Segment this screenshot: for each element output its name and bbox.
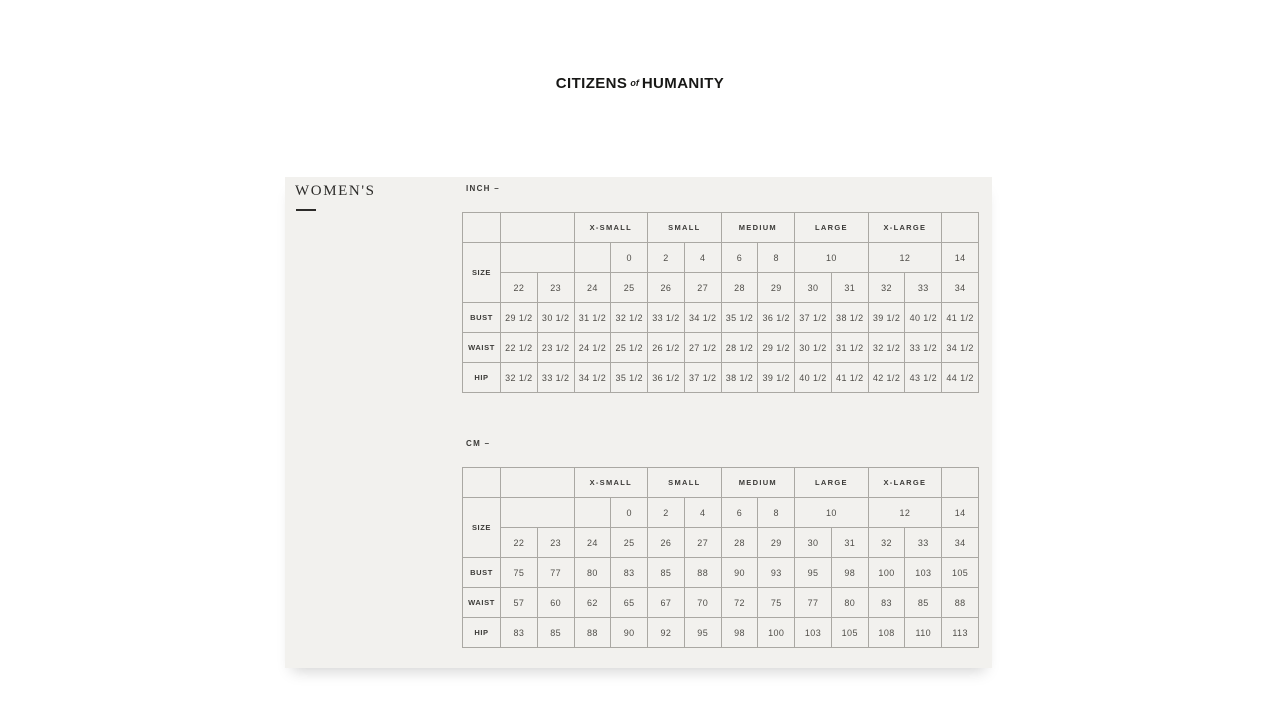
denim-size-cell: 31 xyxy=(831,528,868,558)
size-label-cell: SIZE xyxy=(463,243,501,303)
measurement-value-cell: 75 xyxy=(501,558,538,588)
measurement-value-cell: 83 xyxy=(501,618,538,648)
womens-heading-underline xyxy=(296,209,316,211)
logo-of-text: of xyxy=(630,78,639,88)
numeric-size-cell: 8 xyxy=(758,243,795,273)
size-group-cell: SMALL xyxy=(648,468,722,498)
numeric-size-cell: 0 xyxy=(611,243,648,273)
measurement-value-cell: 31 1/2 xyxy=(574,303,611,333)
empty-cell xyxy=(574,243,611,273)
measurement-value-cell: 32 1/2 xyxy=(611,303,648,333)
inch-section-label: INCH – xyxy=(466,184,501,193)
cm-size-table xyxy=(462,467,979,648)
denim-size-cell: 33 xyxy=(905,528,942,558)
denim-size-cell: 28 xyxy=(721,273,758,303)
measurement-value-cell: 72 xyxy=(721,588,758,618)
measurement-value-cell: 100 xyxy=(758,618,795,648)
size-group-cell: X-LARGE xyxy=(868,468,942,498)
denim-size-cell: 31 xyxy=(831,273,868,303)
denim-size-cell: 27 xyxy=(684,273,721,303)
measurement-value-cell: 40 1/2 xyxy=(905,303,942,333)
measurement-label-cell: HIP xyxy=(463,618,501,648)
denim-size-cell: 30 xyxy=(795,528,832,558)
measurement-value-cell: 80 xyxy=(574,558,611,588)
measurement-value-cell: 105 xyxy=(831,618,868,648)
measurement-label-cell: WAIST xyxy=(463,333,501,363)
numeric-size-cell: 6 xyxy=(721,243,758,273)
measurement-value-cell: 22 1/2 xyxy=(501,333,538,363)
size-group-cell: LARGE xyxy=(795,213,869,243)
cm-section-label: CM – xyxy=(466,439,491,448)
measurement-value-cell: 32 1/2 xyxy=(868,333,905,363)
measurement-value-cell: 75 xyxy=(758,588,795,618)
measurement-value-cell: 88 xyxy=(574,618,611,648)
empty-cell xyxy=(501,468,575,498)
measurement-value-cell: 113 xyxy=(942,618,979,648)
size-group-cell: X-SMALL xyxy=(574,468,648,498)
measurement-value-cell: 85 xyxy=(537,618,574,648)
denim-size-cell: 30 xyxy=(795,273,832,303)
measurement-value-cell: 33 1/2 xyxy=(537,363,574,393)
measurement-label-cell: HIP xyxy=(463,363,501,393)
logo-humanity-text: HUMANITY xyxy=(641,75,725,92)
measurement-value-cell: 100 xyxy=(868,558,905,588)
measurement-value-cell: 88 xyxy=(942,588,979,618)
empty-cell xyxy=(501,243,575,273)
measurement-value-cell: 34 1/2 xyxy=(574,363,611,393)
measurement-value-cell: 77 xyxy=(537,558,574,588)
measurement-label-cell: BUST xyxy=(463,558,501,588)
measurement-value-cell: 27 1/2 xyxy=(684,333,721,363)
measurement-value-cell: 24 1/2 xyxy=(574,333,611,363)
denim-size-cell: 24 xyxy=(574,273,611,303)
measurement-value-cell: 36 1/2 xyxy=(648,363,685,393)
numeric-size-cell: 4 xyxy=(684,498,721,528)
measurement-value-cell: 98 xyxy=(831,558,868,588)
measurement-value-cell: 34 1/2 xyxy=(942,333,979,363)
measurement-value-cell: 77 xyxy=(795,588,832,618)
measurement-value-cell: 28 1/2 xyxy=(721,333,758,363)
size-tables-column xyxy=(462,182,979,648)
measurement-value-cell: 35 1/2 xyxy=(611,363,648,393)
measurement-value-cell: 33 1/2 xyxy=(905,333,942,363)
corner-cell xyxy=(463,468,501,498)
measurement-value-cell: 65 xyxy=(611,588,648,618)
size-group-cell: X-LARGE xyxy=(868,213,942,243)
measurement-value-cell: 30 1/2 xyxy=(795,333,832,363)
size-group-cell: SMALL xyxy=(648,213,722,243)
measurement-value-cell: 83 xyxy=(868,588,905,618)
measurement-value-cell: 37 1/2 xyxy=(795,303,832,333)
empty-cell xyxy=(501,498,575,528)
measurement-value-cell: 60 xyxy=(537,588,574,618)
measurement-value-cell: 85 xyxy=(905,588,942,618)
measurement-value-cell: 25 1/2 xyxy=(611,333,648,363)
numeric-size-cell: 12 xyxy=(868,243,942,273)
measurement-value-cell: 95 xyxy=(795,558,832,588)
measurement-value-cell: 44 1/2 xyxy=(942,363,979,393)
denim-size-cell: 34 xyxy=(942,528,979,558)
measurement-value-cell: 103 xyxy=(795,618,832,648)
denim-size-cell: 22 xyxy=(501,273,538,303)
measurement-value-cell: 110 xyxy=(905,618,942,648)
logo-citizens-text: CITIZENS xyxy=(555,75,628,92)
measurement-value-cell: 39 1/2 xyxy=(868,303,905,333)
numeric-size-cell: 10 xyxy=(795,498,869,528)
numeric-size-cell: 14 xyxy=(942,243,979,273)
measurement-value-cell: 30 1/2 xyxy=(537,303,574,333)
denim-size-cell: 26 xyxy=(648,528,685,558)
denim-size-cell: 22 xyxy=(501,528,538,558)
measurement-value-cell: 98 xyxy=(721,618,758,648)
numeric-size-cell: 4 xyxy=(684,243,721,273)
size-group-cell: X-SMALL xyxy=(574,213,648,243)
measurement-value-cell: 40 1/2 xyxy=(795,363,832,393)
numeric-size-cell: 0 xyxy=(611,498,648,528)
size-group-cell: LARGE xyxy=(795,468,869,498)
measurement-value-cell: 103 xyxy=(905,558,942,588)
measurement-value-cell: 92 xyxy=(648,618,685,648)
womens-category-heading[interactable]: WOMEN'S xyxy=(295,183,376,199)
measurement-value-cell: 35 1/2 xyxy=(721,303,758,333)
measurement-value-cell: 62 xyxy=(574,588,611,618)
numeric-size-cell: 10 xyxy=(795,243,869,273)
measurement-value-cell: 41 1/2 xyxy=(831,363,868,393)
size-guide-panel xyxy=(285,177,992,668)
measurement-value-cell: 105 xyxy=(942,558,979,588)
numeric-size-cell: 14 xyxy=(942,498,979,528)
measurement-value-cell: 33 1/2 xyxy=(648,303,685,333)
size-group-cell: MEDIUM xyxy=(721,468,795,498)
denim-size-cell: 29 xyxy=(758,273,795,303)
measurement-value-cell: 88 xyxy=(684,558,721,588)
measurement-label-cell: WAIST xyxy=(463,588,501,618)
denim-size-cell: 26 xyxy=(648,273,685,303)
measurement-value-cell: 90 xyxy=(611,618,648,648)
denim-size-cell: 34 xyxy=(942,273,979,303)
denim-size-cell: 24 xyxy=(574,528,611,558)
measurement-value-cell: 38 1/2 xyxy=(831,303,868,333)
size-group-cell: MEDIUM xyxy=(721,213,795,243)
measurement-value-cell: 67 xyxy=(648,588,685,618)
denim-size-cell: 23 xyxy=(537,273,574,303)
empty-cell xyxy=(942,213,979,243)
numeric-size-cell: 6 xyxy=(721,498,758,528)
measurement-value-cell: 90 xyxy=(721,558,758,588)
measurement-value-cell: 29 1/2 xyxy=(758,333,795,363)
measurement-value-cell: 38 1/2 xyxy=(721,363,758,393)
measurement-value-cell: 34 1/2 xyxy=(684,303,721,333)
measurement-value-cell: 32 1/2 xyxy=(501,363,538,393)
denim-size-cell: 25 xyxy=(611,273,648,303)
inch-size-table xyxy=(462,212,979,393)
denim-size-cell: 23 xyxy=(537,528,574,558)
measurement-value-cell: 95 xyxy=(684,618,721,648)
numeric-size-cell: 2 xyxy=(648,243,685,273)
denim-size-cell: 27 xyxy=(684,528,721,558)
measurement-value-cell: 36 1/2 xyxy=(758,303,795,333)
measurement-value-cell: 41 1/2 xyxy=(942,303,979,333)
measurement-value-cell: 31 1/2 xyxy=(831,333,868,363)
measurement-value-cell: 23 1/2 xyxy=(537,333,574,363)
measurement-value-cell: 70 xyxy=(684,588,721,618)
denim-size-cell: 32 xyxy=(868,273,905,303)
measurement-label-cell: BUST xyxy=(463,303,501,333)
measurement-value-cell: 57 xyxy=(501,588,538,618)
measurement-value-cell: 83 xyxy=(611,558,648,588)
denim-size-cell: 29 xyxy=(758,528,795,558)
measurement-value-cell: 80 xyxy=(831,588,868,618)
empty-cell xyxy=(942,468,979,498)
measurement-value-cell: 26 1/2 xyxy=(648,333,685,363)
measurement-value-cell: 85 xyxy=(648,558,685,588)
numeric-size-cell: 8 xyxy=(758,498,795,528)
measurement-value-cell: 108 xyxy=(868,618,905,648)
denim-size-cell: 32 xyxy=(868,528,905,558)
empty-cell xyxy=(501,213,575,243)
denim-size-cell: 25 xyxy=(611,528,648,558)
denim-size-cell: 28 xyxy=(721,528,758,558)
citizens-of-humanity-logo[interactable] xyxy=(0,75,1280,93)
size-label-cell: SIZE xyxy=(463,498,501,558)
measurement-value-cell: 93 xyxy=(758,558,795,588)
numeric-size-cell: 2 xyxy=(648,498,685,528)
empty-cell xyxy=(574,498,611,528)
measurement-value-cell: 39 1/2 xyxy=(758,363,795,393)
numeric-size-cell: 12 xyxy=(868,498,942,528)
denim-size-cell: 33 xyxy=(905,273,942,303)
corner-cell xyxy=(463,213,501,243)
measurement-value-cell: 43 1/2 xyxy=(905,363,942,393)
measurement-value-cell: 29 1/2 xyxy=(501,303,538,333)
measurement-value-cell: 42 1/2 xyxy=(868,363,905,393)
measurement-value-cell: 37 1/2 xyxy=(684,363,721,393)
